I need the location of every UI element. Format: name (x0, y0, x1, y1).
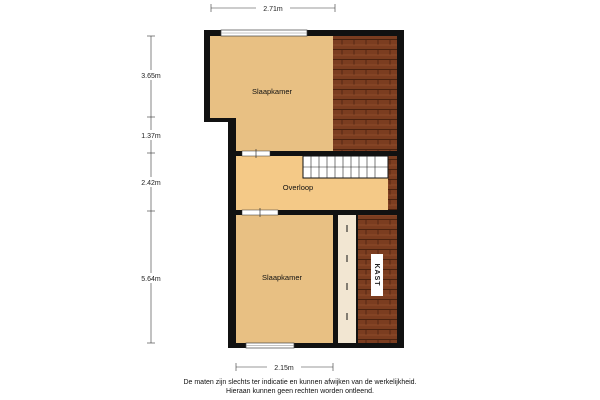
dimension-vertical-label-1: 3.65m (141, 73, 161, 80)
dimension-vertical-label-3: 2.42m (141, 180, 161, 187)
disclaimer-line-2: Hieraan kunnen geen rechten worden ontleend. (226, 388, 374, 395)
bedroom-top-floor (210, 36, 333, 118)
dimension-vertical (147, 36, 155, 343)
wall-closet-right (356, 215, 358, 343)
closet-corridor (338, 215, 356, 343)
dimension-top-label: 2.71m (263, 6, 283, 13)
dimension-bottom-label: 2.15m (274, 365, 294, 372)
room-label-closet: KAST (373, 263, 381, 287)
wall-closet-left (333, 215, 338, 343)
roof-slope-top (333, 36, 397, 154)
room-label-bedroom-top: Slaapkamer (251, 87, 293, 96)
room-label-bedroom-bottom: Slaapkamer (261, 273, 303, 282)
wall-landing-top-right (333, 151, 397, 156)
room-label-landing: Overloop (282, 183, 314, 192)
disclaimer (0, 378, 600, 396)
dimension-vertical-label-4: 5.64m (141, 276, 161, 283)
dimension-vertical-label-2: 1.37m (141, 133, 161, 140)
roof-slope-landing (388, 154, 397, 210)
bedroom-top-floor-lower (236, 117, 333, 151)
disclaimer-line-1: De maten zijn slechts ter indicatie en kunnen afwijken van de werkelijkheid. (183, 379, 417, 386)
